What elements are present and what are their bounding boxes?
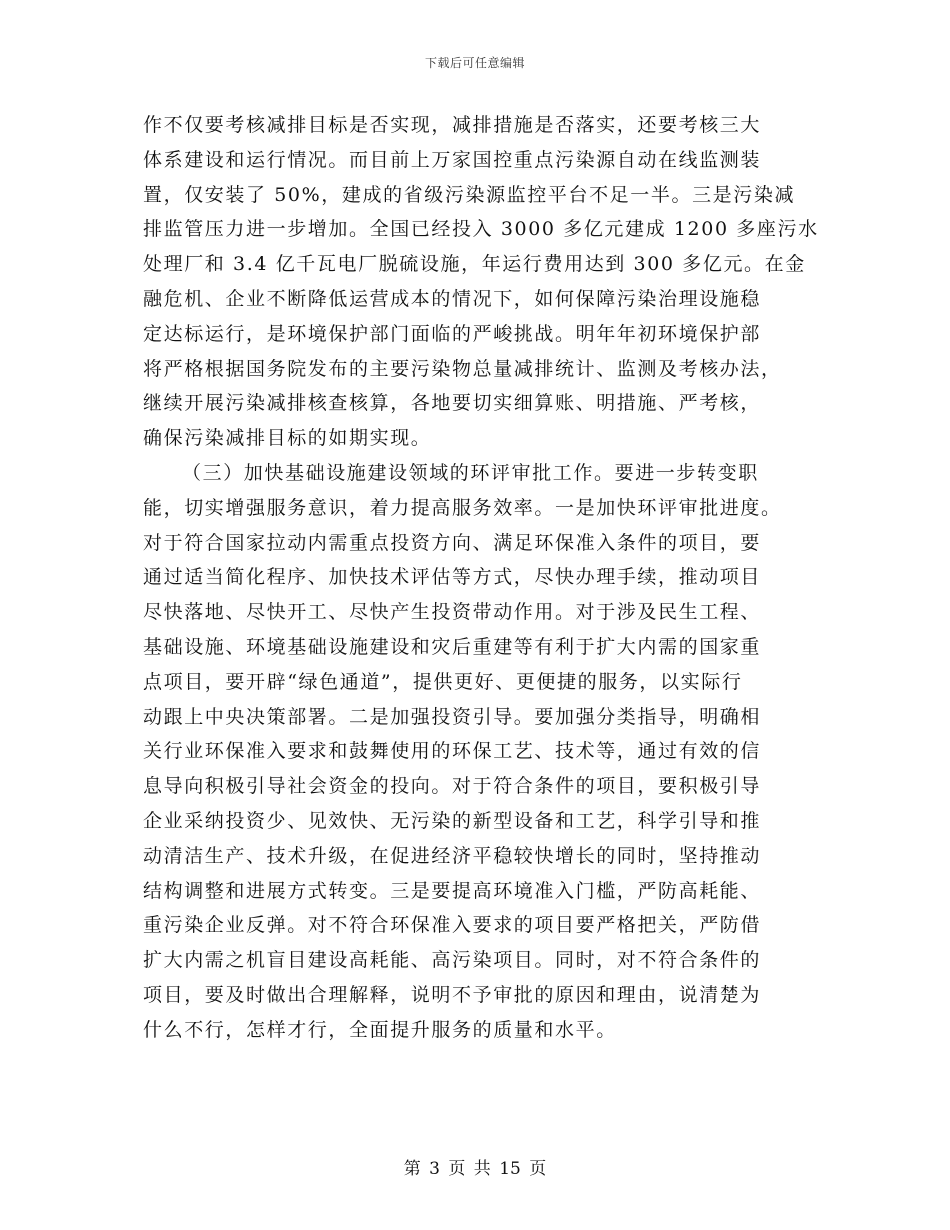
page-number-footer: 第 3 页 共 15 页 bbox=[403, 1159, 547, 1179]
text-line: 体系建设和运行情况。而目前上万家国控重点污染源自动在线监测装 bbox=[143, 148, 762, 171]
text-line: 通过适当简化程序、加快技术评估等方式，尽快办理手续，推动项目 bbox=[143, 566, 762, 589]
text-line: 处理厂和 3.4 亿千瓦电厂脱硫设施，年运行费用达到 300 多亿元。在金 bbox=[143, 253, 806, 276]
page-header: 下载后可任意编辑 bbox=[424, 56, 525, 70]
paragraph-1 bbox=[143, 108, 819, 456]
text-line: 融危机、企业不断降低运营成本的情况下，如何保障污染治理设施稳 bbox=[143, 287, 762, 310]
paragraph-2 bbox=[143, 456, 813, 1048]
text-line: 关行业环保准入要求和鼓舞使用的环保工艺、技术等，通过有效的信 bbox=[143, 740, 762, 763]
text-line: 排监管压力进一步增加。全国已经投入 3000 多亿元建成 1200 多座污水 bbox=[143, 218, 819, 241]
text-line: 重污染企业反弹。对不符合环保准入要求的项目要严格把关，严防借 bbox=[143, 914, 762, 937]
text-line: 动跟上中央决策部署。二是加强投资引导。要加强分类指导，明确相 bbox=[143, 705, 762, 728]
text-line: 企业采纳投资少、见效快、无污染的新型设备和工艺，科学引导和推 bbox=[143, 809, 762, 832]
text-line: 作不仅要考核减排目标是否实现，减排措施是否落实，还要考核三大 bbox=[143, 114, 762, 136]
text-line: 定达标运行，是环境保护部门面临的严峻挑战。明年年初环境保护部 bbox=[143, 322, 762, 345]
text-line: 置，仅安装了 50%，建成的省级污染源监控平台不足一半。三是污染减 bbox=[143, 183, 796, 206]
text-line: 动清洁生产、技术升级，在促进经济平稳较快增长的同时，坚持推动 bbox=[143, 844, 762, 867]
text-line: 对于符合国家拉动内需重点投资方向、满足环保准入条件的项目，要 bbox=[143, 531, 762, 554]
text-line: 结构调整和进展方式转变。三是要提高环境准入门槛，严防高耗能、 bbox=[143, 879, 762, 902]
text-line: 将严格根据国务院发布的主要污染物总量减排统计、监测及考核办法， bbox=[143, 357, 782, 380]
text-line: 息导向积极引导社会资金的投向。对于符合条件的项目，要积极引导 bbox=[143, 775, 762, 798]
text-line: 基础设施、环境基础设施建设和灾后重建等有利于扩大内需的国家重 bbox=[143, 635, 762, 658]
text-line: 尽快落地、尽快开工、尽快产生投资带动作用。对于涉及民生工程、 bbox=[143, 601, 762, 624]
text-line: 扩大内需之机盲目建设高耗能、高污染项目。同时，对不符合条件的 bbox=[143, 949, 762, 972]
text-line: 点项目，要开辟“绿色通道”，提供更好、更便捷的服务，以实际行 bbox=[143, 670, 743, 693]
text-line: 项目，要及时做出合理解释，说明不予审批的原因和理由，说清楚为 bbox=[143, 983, 762, 1006]
text-line: 能，切实增强服务意识，着力提高服务效率。一是加快环评审批进度。 bbox=[143, 496, 782, 519]
text-line: 继续开展污染减排核查核算，各地要切实细算账、明措施、严考核， bbox=[143, 392, 762, 415]
text-line: 确保污染减排目标的如期实现。 bbox=[143, 427, 432, 450]
document-body bbox=[143, 108, 819, 1048]
text-line-indented: （三）加快基础设施建设领域的环评审批工作。要进一步转变职 bbox=[182, 461, 759, 484]
text-line: 什么不行，怎样才行，全面提升服务的质量和水平。 bbox=[143, 1018, 617, 1041]
